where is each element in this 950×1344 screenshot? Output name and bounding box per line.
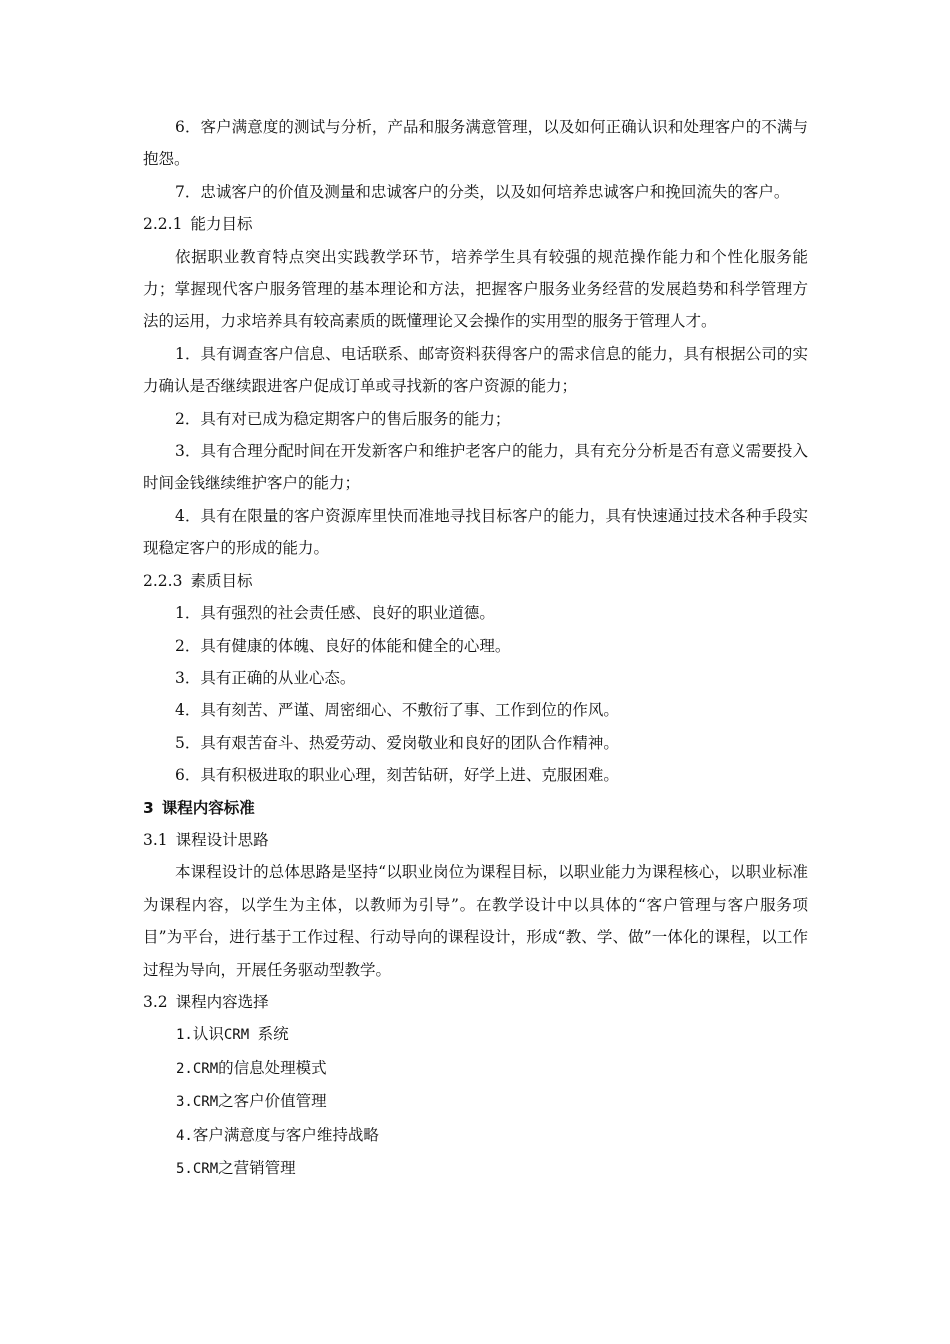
heading-title: 素质目标 [190, 571, 253, 590]
item-acronym: CRM [192, 1060, 219, 1077]
item-text: 系统 [257, 1025, 289, 1044]
heading-number: 2.2.3 [143, 571, 183, 590]
heading-title: 课程设计思路 [175, 830, 269, 849]
quality-item: 3．具有正确的从业心态。 [175, 668, 356, 687]
knowledge-item: 6．客户满意度的测试与分析，产品和服务满意管理，以及如何正确认识和处理客户的不满与抱怨。 [143, 118, 808, 169]
heading-number: 3 [143, 798, 154, 817]
item-text: 的信息处理模式 [218, 1058, 327, 1077]
item-number: 4. [176, 1127, 193, 1144]
item-acronym: CRM [192, 1094, 219, 1111]
item-text: 认识 [192, 1025, 224, 1044]
item-number: 2. [176, 1060, 193, 1077]
design-body: 本课程设计的总体思路是坚持“以职业岗位为课程目标，以职业能力为课程核心，以职业标准为课程内容，以学生为主体，以教师为引导”。在教学设计中以具体的“客户管理与客户服务项目”为平台，进行基于工作过程、行动导向的课程设计，形成“教、学、做”一体化的课程，以工作过程为导向，开展任务驱动型教学。 [143, 863, 808, 979]
item-acronym: CRM [192, 1161, 219, 1177]
design-heading [143, 824, 808, 856]
quality-heading [143, 565, 808, 597]
selection-item [143, 1018, 808, 1051]
item-text: 客户满意度与客户维持战略 [192, 1125, 379, 1144]
heading-title: 课程内容选择 [175, 992, 269, 1011]
selection-item [143, 1085, 808, 1118]
ability-item: 4．具有在限量的客户资源库里快而准地寻找目标客户的能力，具有快速通过技术各种手段实现稳定客户的形成的能力。 [143, 506, 808, 558]
selection-item [143, 1152, 808, 1185]
heading-title: 课程内容标准 [161, 798, 255, 817]
item-number: 1. [176, 1027, 193, 1044]
ability-heading [143, 208, 808, 240]
item-text: 之客户价值管理 [218, 1092, 327, 1111]
quality-item: 5．具有艰苦奋斗、热爱劳动、爱岗敬业和良好的团队合作精神。 [175, 733, 619, 752]
heading-number: 3.2 [143, 992, 168, 1011]
quality-item: 2．具有健康的体魄、良好的体能和健全的心理。 [175, 636, 511, 655]
heading-number: 3.1 [143, 830, 168, 849]
item-acronym: CRM [223, 1027, 258, 1044]
ability-intro: 依据职业教育特点突出实践教学环节，培养学生具有较强的规范操作能力和个性化服务能力；掌握现代客户服务管理的基本理论和方法，把握客户服务业务经营的发展趋势和科学管理方法的运用，力求培养具有较高素质的既懂理论又会操作的实用型的服务于管理人才。 [143, 247, 808, 331]
ability-item: 1．具有调查客户信息、电话联系、邮寄资料获得客户的需求信息的能力，具有根据公司的实力确认是否继续跟进客户促成订单或寻找新的客户资源的能力； [143, 344, 808, 396]
quality-item: 1．具有强烈的社会责任感、良好的职业道德。 [175, 604, 495, 623]
selection-heading [143, 986, 808, 1018]
ability-item: 3．具有合理分配时间在开发新客户和维护老客户的能力，具有充分分析是否有意义需要投入时间金钱继续维护客户的能力； [143, 442, 808, 493]
selection-item [143, 1052, 808, 1085]
item-text: 之营销管理 [218, 1159, 296, 1177]
quality-item: 4．具有刻苦、严谨、周密细心、不敷衍了事、工作到位的作风。 [175, 701, 619, 720]
section-3-heading [143, 792, 808, 824]
item-number: 5. [176, 1161, 193, 1177]
heading-number: 2.2.1 [143, 215, 183, 234]
selection-item [143, 1119, 808, 1152]
document-body [143, 111, 808, 1185]
quality-item: 6．具有积极进取的职业心理，刻苦钻研，好学上进、克服困难。 [175, 766, 619, 785]
knowledge-item: 7．忠诚客户的价值及测量和忠诚客户的分类，以及如何培养忠诚客户和挽回流失的客户。 [175, 182, 790, 201]
item-number: 3. [176, 1094, 193, 1111]
heading-title: 能力目标 [190, 215, 253, 234]
ability-item: 2．具有对已成为稳定期客户的售后服务的能力； [175, 409, 511, 428]
